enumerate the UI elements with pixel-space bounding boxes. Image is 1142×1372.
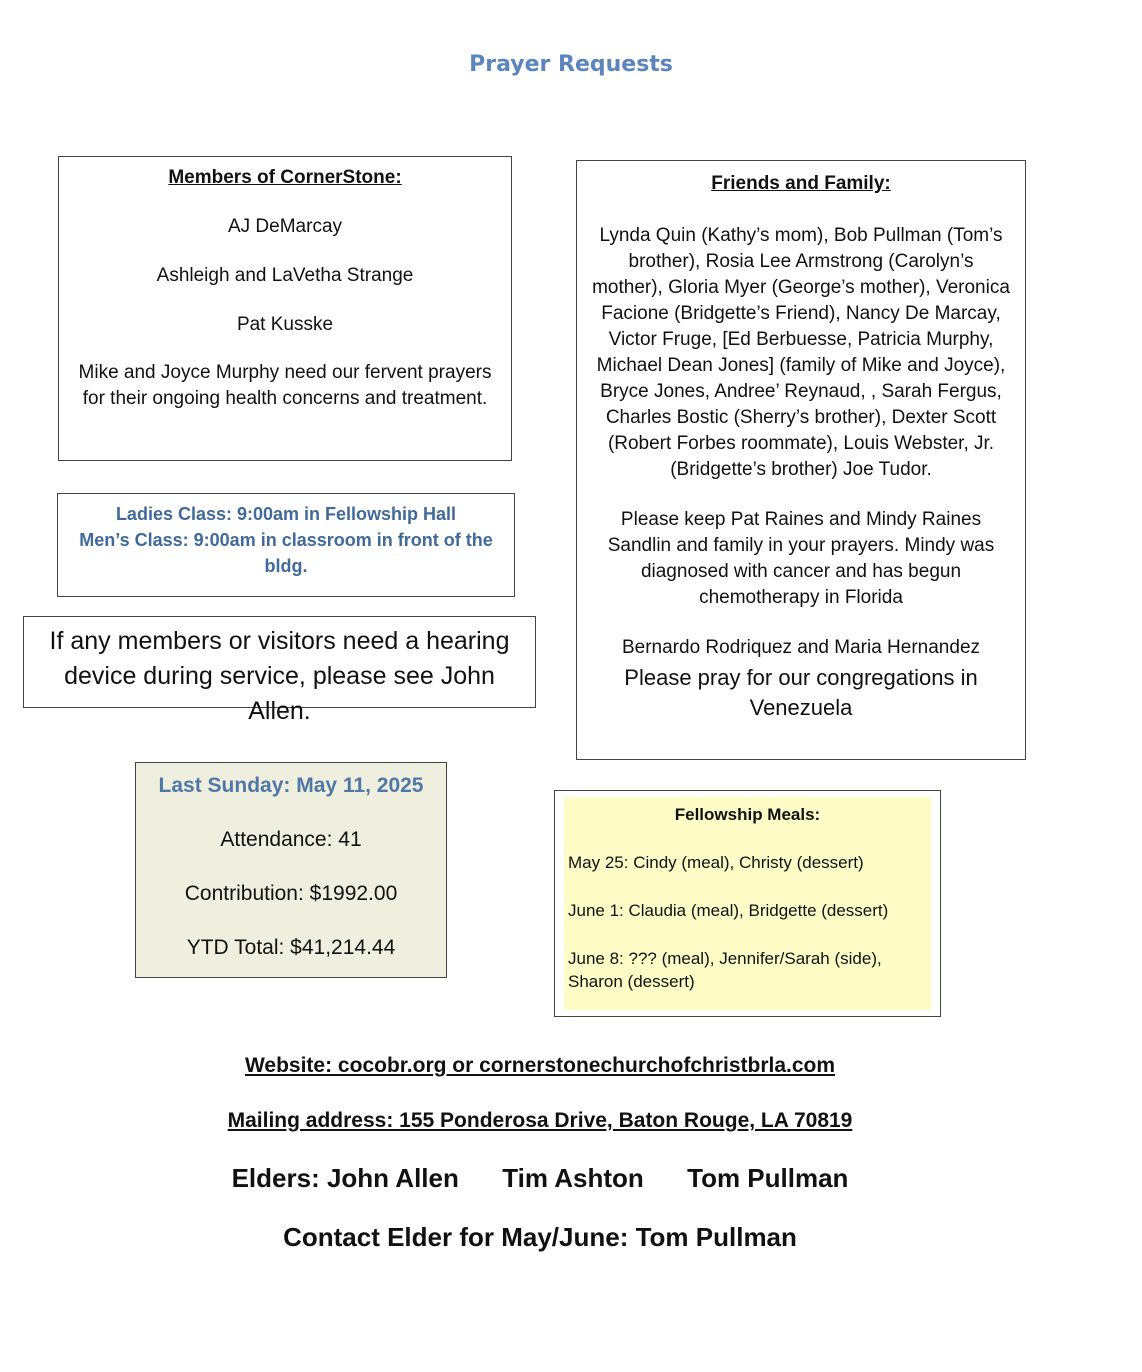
friends-heading: Friends and Family: (711, 173, 891, 194)
last-sunday-heading: Last Sunday: May 11, 2025 (158, 774, 424, 797)
attendance: Attendance: 41 (220, 828, 362, 851)
member-name: AJ DeMarcay (227, 216, 343, 237)
ladies-class: Ladies Class: 9:00am in Fellowship Hall (115, 504, 457, 524)
page-title: Prayer Requests (469, 52, 673, 77)
members-box (58, 156, 512, 461)
meals-heading: Fellowship Meals: (674, 805, 821, 824)
mailing-address: Mailing address: 155 Ponderosa Drive, Baton Rouge, LA 70819 (227, 1109, 853, 1132)
meal-item: June 1: Claudia (meal), Bridgette (dessert) (568, 901, 889, 920)
members-note: Mike and Joyce Murphy need our fervent prayers for their ongoing health concerns and treatment. (78, 362, 492, 409)
website-line: Website: cocobr.org or cornerstonechurchofchristbrla.com (244, 1054, 836, 1077)
hearing-text: If any members or visitors need a hearing device during service, please see John Allen. (49, 627, 510, 725)
friends-venezuela: Please pray for our congregations in Venezuela (624, 665, 978, 720)
ytd-total: YTD Total: $41,214.44 (186, 936, 396, 959)
friends-family-box (576, 160, 1026, 760)
friends-keep-note: Please keep Pat Raines and Mindy Raines Sandlin and family in your prayers. Mindy was diagnosed with cancer and has begun chemotherapy in Florida (607, 509, 995, 608)
elders-line: Elders: John Allen Tim Ashton Tom Pullman (231, 1163, 849, 1193)
friends-list: Lynda Quin (Kathy’s mom), Bob Pullman (Tom’s brother), Rosia Lee Armstrong (Carolyn’s mother), Gloria Myer (George’s mother), Veronica Facione (Bridgette’s Friend), Nancy De Marcay, Victor Fruge, [Ed Berbuesse, Patricia Murphy, Michael Dean Jones] (family of Mike and Joyce), Bryce Jones, Andree’ Reynaud, , Sarah Fergus, Charles Bostic (Sherry’s brother), Dexter Scott (Robert Forbes roommate), Louis Webster, Jr.(Bridgette’s brother) Joe Tudor. (592, 225, 1010, 480)
contact-elder: Contact Elder for May/June: Tom Pullman (283, 1222, 797, 1252)
meal-item: June 8: ??? (meal), Jennifer/Sarah (side), Sharon (dessert) (568, 949, 882, 991)
member-name: Pat Kusske (236, 314, 334, 335)
classes-box (57, 493, 515, 597)
last-sunday-box (135, 762, 447, 978)
mens-class: Men’s Class: 9:00am in classroom in front of the bldg. (79, 530, 493, 576)
contribution: Contribution: $1992.00 (184, 882, 398, 905)
hearing-device-notice (23, 616, 536, 725)
members-heading: Members of CornerStone: (168, 167, 402, 188)
friends-bernardo: Bernardo Rodriquez and Maria Hernandez (621, 637, 981, 658)
member-name: Ashleigh and LaVetha Strange (156, 265, 414, 286)
meal-item: May 25: Cindy (meal), Christy (dessert) (568, 853, 864, 872)
fellowship-meals-box (554, 790, 941, 1017)
